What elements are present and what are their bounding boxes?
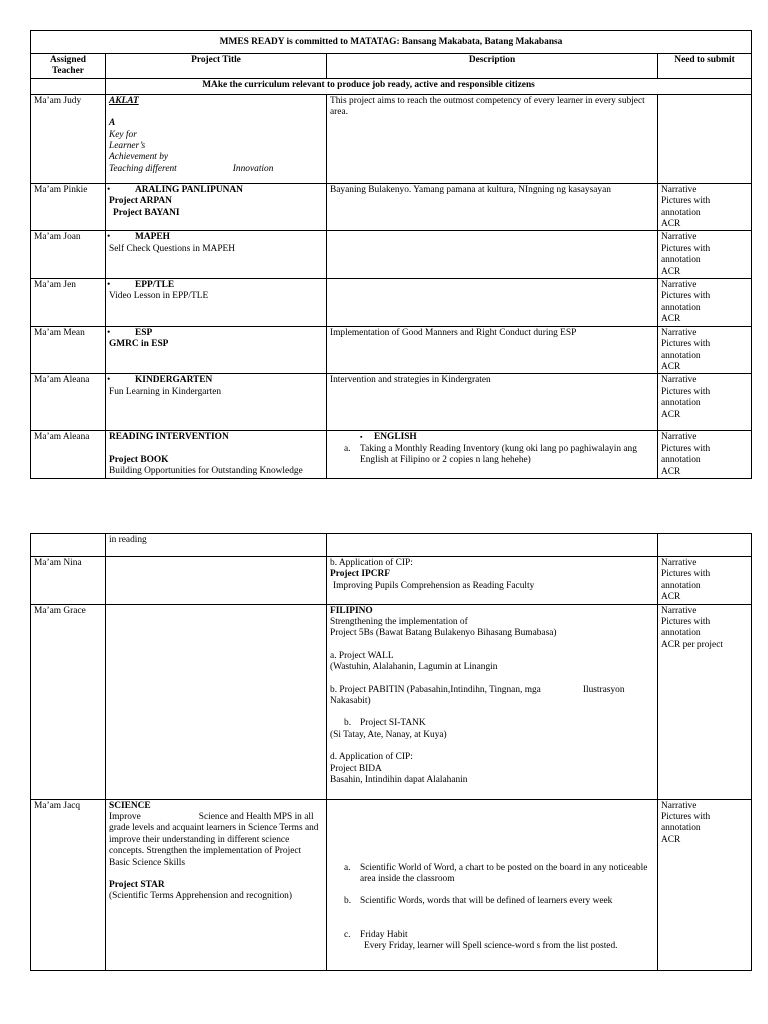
need-to-submit-cell (658, 94, 752, 183)
table-row (31, 374, 752, 431)
description-cell (327, 534, 658, 557)
need-to-submit-cell: Narrative Pictures with annotation ACR per project (658, 604, 752, 799)
need-to-submit-cell (658, 534, 752, 557)
need-to-submit-cell: Narrative Pictures with annotation ACR (658, 326, 752, 374)
table-row (31, 534, 752, 557)
col-header-teacher: Assigned Teacher (31, 54, 106, 79)
table-row (31, 279, 752, 327)
teacher-cell: Ma’am Mean (31, 326, 106, 374)
description-cell: This project aims to reach the outmost competency of every learner in every subject area. (327, 94, 658, 183)
col-header-need-to-submit: Need to submit (658, 54, 752, 79)
project-title-cell: AKLAT A Key for Learner’s Achievement by Teaching different Innovation (106, 94, 327, 183)
project-title-cell: • ARALING PANLIPUNAN Project ARPAN Project BAYANI (106, 183, 327, 231)
table-row (31, 799, 752, 970)
need-to-submit-cell: Narrative Pictures with annotation ACR (658, 374, 752, 431)
subheading: MAke the curriculum relevant to produce job ready, active and responsible citizens (106, 78, 752, 94)
table-row (31, 231, 752, 279)
project-title-cell (106, 604, 327, 799)
teacher-cell: Ma’am Aleana (31, 431, 106, 479)
table-title: MMES READY is committed to MATATAG: Bansang Makabata, Batang Makabansa (31, 31, 752, 54)
col-header-project-title: Project Title (106, 54, 327, 79)
project-title-cell (106, 557, 327, 605)
table-row (31, 94, 752, 183)
project-title-cell: READING INTERVENTION Project BOOK Building Opportunities for Outstanding Knowledge (106, 431, 327, 479)
teacher-cell (31, 534, 106, 557)
table-row (31, 604, 752, 799)
teacher-cell: Ma’am Jacq (31, 799, 106, 970)
projects-table-page-1 (30, 30, 752, 479)
project-title-cell: • MAPEH Self Check Questions in MAPEH (106, 231, 327, 279)
table-row (31, 557, 752, 605)
need-to-submit-cell: Narrative Pictures with annotation ACR (658, 557, 752, 605)
description-cell: FILIPINO Strengthening the implementation of Project 5Bs (Bawat Batang Bulakenyo Bihasang Bumabasa) a. Project WALL (Wastuhin, Alalahanin, Lagumin at Linangin b. Project PABITIN (Pabasahin,Intindihn, Tingnan, mga Ilustrasyon Nakasabit) b. Project SI-TANK (Si Tatay, Ate, Nanay, at Kuya) d. Application of CIP: Project BIDA Basahin, Intindihin dapat Alalahanin (327, 604, 658, 799)
project-title-cell: • KINDERGARTEN Fun Learning in Kindergarten (106, 374, 327, 431)
teacher-cell: Ma’am Nina (31, 557, 106, 605)
teacher-cell: Ma’am Joan (31, 231, 106, 279)
project-title-cell: in reading (106, 534, 327, 557)
col-header-description: Description (327, 54, 658, 79)
teacher-cell: Ma’am Aleana (31, 374, 106, 431)
description-cell: ▪ ENGLISH a. Taking a Monthly Reading Inventory (kung oki lang po paghiwalayin ang English at Filipino or 2 copies n lang hehehe) (327, 431, 658, 479)
teacher-cell: Ma’am Pinkie (31, 183, 106, 231)
table-row (31, 183, 752, 231)
teacher-cell: Ma’am Jen (31, 279, 106, 327)
need-to-submit-cell: Narrative Pictures with annotation ACR (658, 799, 752, 970)
description-cell: b. Application of CIP: Project IPCRF Improving Pupils Comprehension as Reading Faculty (327, 557, 658, 605)
description-cell: Implementation of Good Manners and Right Conduct during ESP (327, 326, 658, 374)
description-cell: Bayaning Bulakenyo. Yamang pamana at kultura, NIngning ng kasaysayan (327, 183, 658, 231)
projects-table-page-2 (30, 533, 752, 971)
description-cell (327, 279, 658, 327)
project-title-cell: • ESP GMRC in ESP (106, 326, 327, 374)
table-row (31, 326, 752, 374)
need-to-submit-cell: Narrative Pictures with annotation ACR (658, 431, 752, 479)
project-title-cell: SCIENCE Improve Science and Health MPS in all grade levels and acquaint learners in Science Terms and improve their understanding in different science concepts. Strengthen the implementation of Project Basic Science Skills Project STAR (Scientific Terms Apprehension and recognition) (106, 799, 327, 970)
table-row (31, 431, 752, 479)
need-to-submit-cell: Narrative Pictures with annotation ACR (658, 279, 752, 327)
project-title-cell: • EPP/TLE Video Lesson in EPP/TLE (106, 279, 327, 327)
need-to-submit-cell: Narrative Pictures with annotation ACR (658, 183, 752, 231)
description-cell: a. Scientific World of Word, a chart to be posted on the board in any noticeable area inside the classroom b. Scientific Words, words that will be defined of learners every week c. Friday Habit Every Friday, learner will Spell science-word s from the list posted. (327, 799, 658, 970)
description-cell (327, 231, 658, 279)
need-to-submit-cell: Narrative Pictures with annotation ACR (658, 231, 752, 279)
teacher-cell: Ma’am Grace (31, 604, 106, 799)
teacher-cell: Ma’am Judy (31, 94, 106, 183)
description-cell: Intervention and strategies in Kindergraten (327, 374, 658, 431)
